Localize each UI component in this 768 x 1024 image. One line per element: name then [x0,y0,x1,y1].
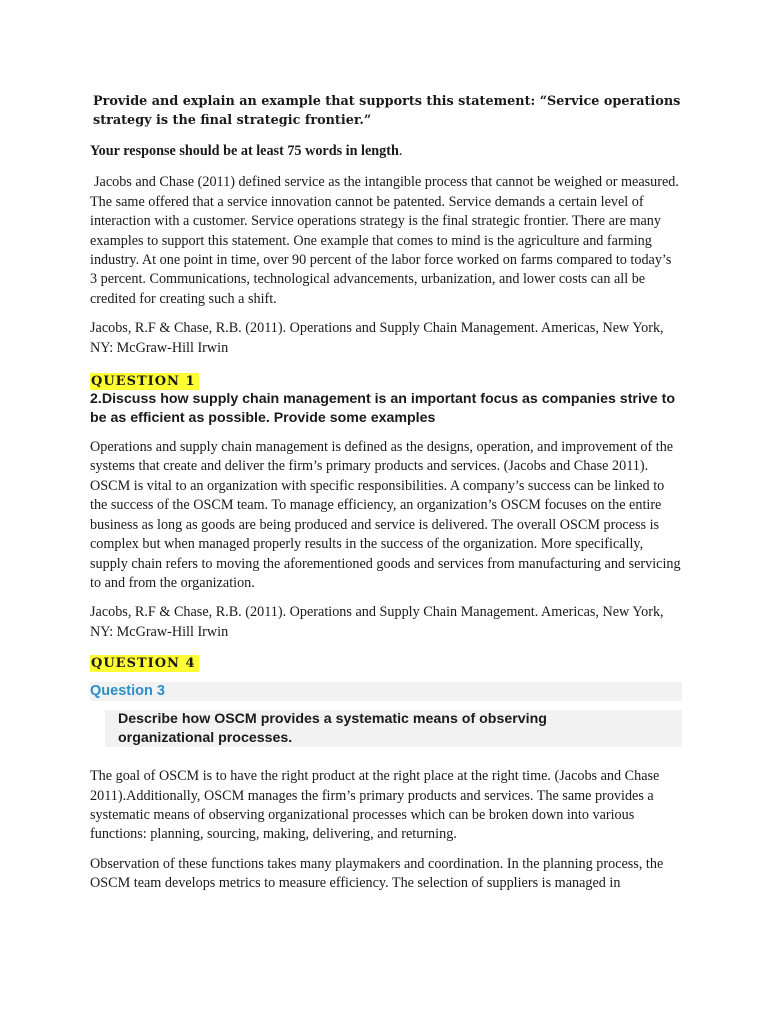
question-1-block [90,372,682,427]
length-requirement-text: Your response should be at least 75 words in length [90,143,399,159]
question-4-block [90,654,682,672]
question-3-prompt: Describe how OSCM provides a systematic means of observing organizational processes. [118,711,547,746]
document-body [90,92,682,894]
question-3-heading: Question 3 [90,682,682,701]
answer-paragraph-2: Operations and supply chain management is defined as the designs, operation, and improvement of the systems that create and deliver the firm’s primary products and services. (Jacobs and Chase 2011). OSCM is vital to an organization with specific responsibilities. A company’s success can be linked to the success of the OSCM team. To manage efficiency, an organization’s OSCM focuses on the entire business as long as goods are being produced and service is delivered. The overall OSCM process is complex but when managed properly results in the success of the organization. More specifically, supply chain refers to moving the aforementioned goods and services from manufacturing and servicing to and from the organization. [90,439,681,591]
answer-paragraph-3: The goal of OSCM is to have the right product at the right place at the right time. (Jacobs and Chase 2011).Additionally, OSCM manages the firm’s primary products and services. The same provides a systematic means of observing organizational processes which can be broken down into various functions: planning, sourcing, making, delivering, and returning. [90,768,660,843]
length-requirement-period: . [398,143,403,159]
answer-paragraph-1: Jacobs and Chase (2011) defined service as the intangible process that cannot be weighed or measured. The same offered that a service innovation cannot be patented. Service demands a certain level of interaction with a customer. Service operations strategy is the final strategic frontier. There are many examples to support this statement. One example that comes to mind is the agriculture and farming industry. At one point in time, over 90 percent of the labor force worked on farms compared to today’s 3 percent. Communications, technological advancements, urbanization, and lower costs can all be credited for creating such a shift. [90,174,679,307]
answer-paragraph-4: Observation of these functions takes many playmakers and coordination. In the planning process, the OSCM team develops metrics to measure efficiency. The selection of suppliers is managed in [90,855,664,892]
question-1-label: QUESTION 1 [90,373,199,390]
length-requirement [90,142,682,161]
assignment-prompt: Provide and explain an example that supports this statement: “Service operations strategy is the final strategic frontier.” [93,94,681,128]
question-3-prompt-box [105,710,682,747]
question-4-label: QUESTION 4 [90,655,199,672]
reference-1: Jacobs, R.F & Chase, R.B. (2011). Operations and Supply Chain Management. Americas, New York, NY: McGraw-Hill Irwin [90,320,664,356]
reference-2: Jacobs, R.F & Chase, R.B. (2011). Operations and Supply Chain Management. Americas, New York, NY: McGraw-Hill Irwin [90,604,664,640]
question-1-prompt: 2.Discuss how supply chain management is an important focus as companies strive to be as efficient as possible. Provide some examples [90,391,675,426]
